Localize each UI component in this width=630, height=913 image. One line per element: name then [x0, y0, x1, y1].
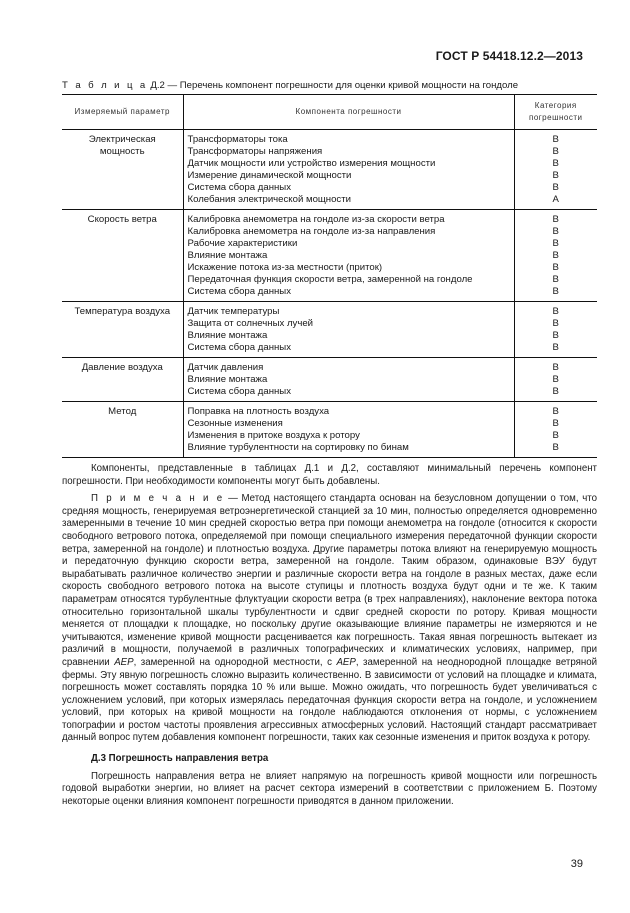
table-row	[62, 358, 597, 402]
aep-term: AEP	[114, 656, 134, 668]
category-item: B	[552, 374, 559, 385]
document-header: ГОСТ Р 54418.12.2—2013	[435, 49, 583, 63]
paragraph-wind-direction: Погрешность направления ветра не влияет напрямую на погрешность кривой мощности или погрешность годовой выработки энергии, но влияет на расчет сектора измерений в соответствии с приложением Б. Поэтому некоторые оценки влияния компонент погрешности приводятся в данном приложении.	[62, 770, 597, 807]
category-item: A	[552, 194, 559, 205]
component-item: Система сбора данных	[187, 386, 291, 397]
component-item: Система сбора данных	[187, 286, 291, 297]
note-label: П р и м е ч а н и е	[91, 493, 225, 505]
component-item: Влияние монтажа	[187, 374, 268, 385]
category-item: B	[552, 134, 559, 145]
table-caption-text: Д.2 — Перечень компонент погрешности для оценки кривой мощности на гондоле	[147, 80, 519, 91]
component-item: Датчик мощности или устройство измерения мощности	[187, 158, 436, 169]
param-cell: Давление воздуха	[62, 358, 183, 402]
component-item: Изменения в притоке воздуха к ротору	[187, 430, 360, 441]
component-item: Датчик давления	[187, 362, 264, 373]
category-cell	[514, 130, 597, 210]
component-cell	[183, 210, 514, 302]
param-cell: Скорость ветра	[62, 210, 183, 302]
component-item: Система сбора данных	[187, 342, 291, 353]
category-item: B	[552, 170, 559, 181]
param-cell: Температура воздуха	[62, 302, 183, 358]
aep-term: AEP	[336, 656, 356, 668]
component-item: Система сбора данных	[187, 182, 291, 193]
component-item: Колебания электрической мощности	[187, 194, 351, 205]
component-item: Влияние турбулентности на сортировку по бинам	[187, 442, 409, 453]
table-caption	[62, 80, 518, 91]
category-item: B	[552, 262, 559, 273]
category-item: B	[552, 342, 559, 353]
component-item: Измерение динамической мощности	[187, 170, 352, 181]
component-item: Калибровка анемометра на гондоле из-за скорости ветра	[187, 214, 445, 225]
component-item: Рабочие характеристики	[187, 238, 298, 249]
uncertainty-components-table	[62, 94, 597, 458]
category-item: B	[552, 250, 559, 261]
component-item: Передаточная функция скорости ветра, замеренной на гондоле	[187, 274, 473, 285]
category-item: B	[552, 238, 559, 249]
table-row	[62, 402, 597, 458]
category-item: B	[552, 386, 559, 397]
component-item: Калибровка анемометра на гондоле из-за направления	[187, 226, 436, 237]
param-cell: Метод	[62, 402, 183, 458]
category-item: B	[552, 158, 559, 169]
component-cell	[183, 402, 514, 458]
category-item: B	[552, 286, 559, 297]
column-header-category: Категория погрешности	[514, 95, 597, 130]
table-header-row	[62, 95, 597, 130]
page-number: 39	[570, 858, 583, 870]
table-row	[62, 130, 597, 210]
component-cell	[183, 302, 514, 358]
param-cell: Электрическая мощность	[62, 130, 183, 210]
column-header-param: Измеряемый параметр	[62, 95, 183, 130]
table-row	[62, 302, 597, 358]
component-item: Трансформаторы напряжения	[187, 146, 323, 157]
component-item: Трансформаторы тока	[187, 134, 288, 145]
component-item: Влияние монтажа	[187, 250, 268, 261]
category-cell	[514, 302, 597, 358]
category-item: B	[552, 362, 559, 373]
category-item: B	[552, 430, 559, 441]
category-item: B	[552, 182, 559, 193]
paragraph-minimal-list: Компоненты, представленные в таблицах Д.1 и Д.2, составляют минимальный перечень компонент погрешности. При необходимости компоненты могут быть добавлены.	[62, 463, 597, 487]
note-paragraph: П р и м е ч а н и е — Метод настоящего стандарта основан на безусловном допущении о том, что средняя мощность, генерируемая ветроэнергетической станцией за 10 мин, полностью определяется одновременно замеренными в течение 10 мин средней скоростью ветра при помощи анемометра на гондоле (относится к скорости свободного ветрового потока, определяемой при помощи специального измерения передаточной функции скорости ветра, замеренной на гондоле) и плотностью воздуха. Другие параметры потока влияют на генерируемую мощность и передаточную функцию скорости ветра, замеренной на гондоле. Таким образом, одинаковые ВЭУ будут вырабатывать различное количество энергии и различные скорости ветра на гондоле в разных местах, даже если скорость свободного ветрового потока на высоте ступицы и плотность воздуха будут одни и те же. К таким параметрам относятся турбулентные флуктуации скорости ветра (в трех направлениях), наклонение вектора потока относительно горизонтальной шкалы турбулентности и сдвиг средней скорости по ротору. Кривая мощности меняется от площадки к площадке, но поскольку другие оказывающие влияние параметры не измеряются и не учитываются, изменение кривой мощности расценивается как погрешность. Такая явная погрешность вытекает из различий в мощности, получаемой в различных топографических и климатических условиях, например, при сравнении AEP, замеренной на однородной местности, с AEP, замеренной на неоднородной площадке ветряной фермы. Эту явную погрешность сложно выразить количественно. В зависимости от условий на площадке и климата, погрешность может составлять порядка 10 % или выше. Можно ожидать, что погрешность будет увеличиваться с усложнением условий, при которых измерялась передаточная функция скорости ветра на гондоле, и усложнением условий, при которых на кривой мощности на гондоле наблюдаются отклонения от нормы, с усложнением топографии и ростом частоты проявления агрессивных атмосферных условий. Настоящий стандарт рассматривает данный вопрос путем добавления компонент погрешности, таких как сезонные изменения и приток воздуха к ротору.	[62, 493, 597, 744]
column-header-component: Компонента погрешности	[183, 95, 514, 130]
table-body	[62, 130, 597, 458]
component-cell	[183, 130, 514, 210]
component-item: Искажение потока из-за местности (приток)	[187, 262, 383, 273]
component-item: Поправка на плотность воздуха	[187, 406, 330, 417]
component-item: Влияние монтажа	[187, 330, 268, 341]
table-row	[62, 210, 597, 302]
category-item: B	[552, 330, 559, 341]
body-text	[62, 463, 597, 808]
category-item: B	[552, 274, 559, 285]
component-cell	[183, 358, 514, 402]
category-item: B	[552, 226, 559, 237]
category-cell	[514, 402, 597, 458]
category-item: B	[552, 418, 559, 429]
category-cell	[514, 210, 597, 302]
component-item: Защита от солнечных лучей	[187, 318, 314, 329]
section-heading: Д.3 Погрешность направления ветра	[91, 753, 269, 765]
category-item: B	[552, 146, 559, 157]
category-cell	[514, 358, 597, 402]
component-item: Сезонные изменения	[187, 418, 283, 429]
category-item: B	[552, 214, 559, 225]
table-caption-label: Т а б л и ц а	[62, 80, 148, 91]
category-item: B	[552, 406, 559, 417]
category-item: B	[552, 318, 559, 329]
category-item: B	[552, 442, 559, 453]
category-item: B	[552, 306, 559, 317]
component-item: Датчик температуры	[187, 306, 280, 317]
